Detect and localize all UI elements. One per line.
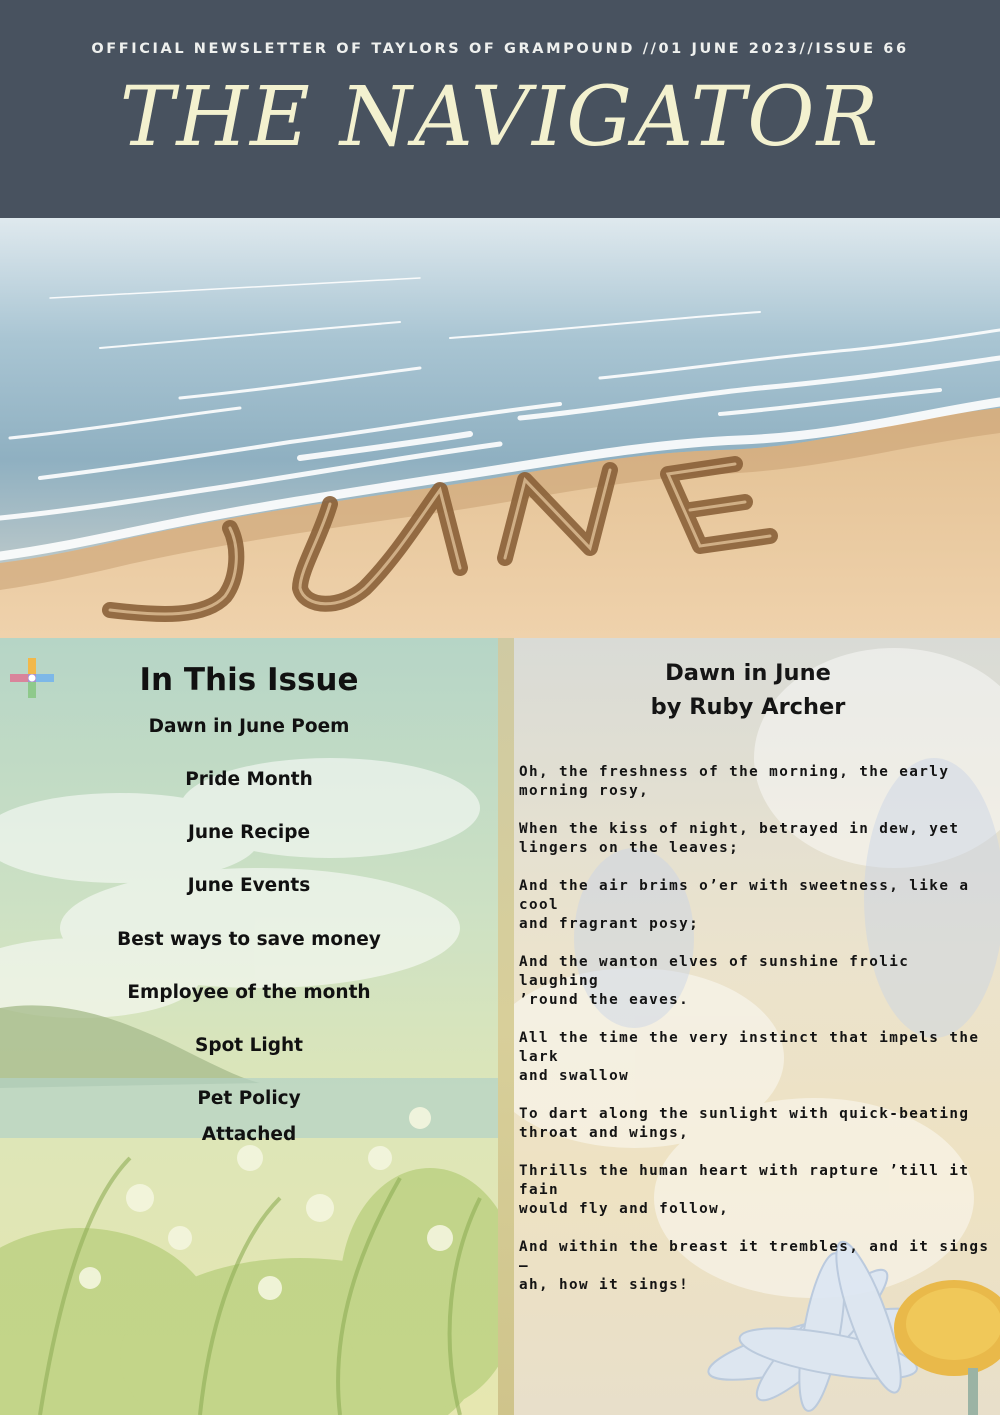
poem-stanza: And the air brims o’er with sweetness, like a cool and fragrant posy; xyxy=(519,878,970,932)
hero-beach-image xyxy=(0,218,1000,638)
newsletter-title: THE NAVIGATOR xyxy=(119,70,881,165)
poem-author-line: by Ruby Archer xyxy=(650,694,846,720)
poem-stanza: When the kiss of night, betrayed in dew, yet lingers on the leaves; xyxy=(519,821,960,856)
contents-panel xyxy=(0,638,498,1415)
toc-item-pride-month[interactable]: Pride Month xyxy=(185,769,313,790)
toc-item-dawn-in-june[interactable]: Dawn in June Poem xyxy=(148,716,350,737)
poem-title xyxy=(514,656,982,724)
poem-stanza: Oh, the freshness of the morning, the early morning rosy, xyxy=(519,764,950,799)
toc-item-pet-policy[interactable]: Pet Policy xyxy=(197,1088,301,1109)
poem-stanza: All the time the very instinct that impels the lark and swallow xyxy=(519,1030,980,1084)
poem-stanza: And the wanton elves of sunshine frolic laughing ’round the eaves. xyxy=(519,954,910,1008)
poem-title-line: Dawn in June xyxy=(665,660,831,686)
toc-item-june-recipe[interactable]: June Recipe xyxy=(187,822,311,843)
poem-stanza: And within the breast it trembles, and it sings— ah, how it sings! xyxy=(519,1239,990,1293)
masthead xyxy=(0,0,1000,218)
toc-item-employee-of-month[interactable]: Employee of the month xyxy=(127,982,371,1003)
beach-illustration xyxy=(0,218,1000,638)
toc-item-spot-light[interactable]: Spot Light xyxy=(195,1035,303,1056)
poem-stanza: Thrills the human heart with rapture ’till it fain would fly and follow, xyxy=(519,1163,970,1217)
contents-heading: In This Issue xyxy=(139,662,359,698)
newsletter-subtitle: OFFICIAL NEWSLETTER OF TAYLORS OF GRAMPOUND //01 JUNE 2023//ISSUE 66 xyxy=(91,41,909,57)
column-divider xyxy=(498,638,514,1415)
poem-panel xyxy=(514,638,1000,1415)
poem-stanza: To dart along the sunlight with quick-beating throat and wings, xyxy=(519,1106,970,1141)
poem-body xyxy=(519,763,999,1314)
toc-item-june-events[interactable]: June Events xyxy=(187,875,311,896)
toc-item-save-money[interactable]: Best ways to save money xyxy=(117,929,381,950)
toc-item-attached[interactable]: Attached xyxy=(201,1124,297,1145)
contents-background xyxy=(0,638,498,1415)
